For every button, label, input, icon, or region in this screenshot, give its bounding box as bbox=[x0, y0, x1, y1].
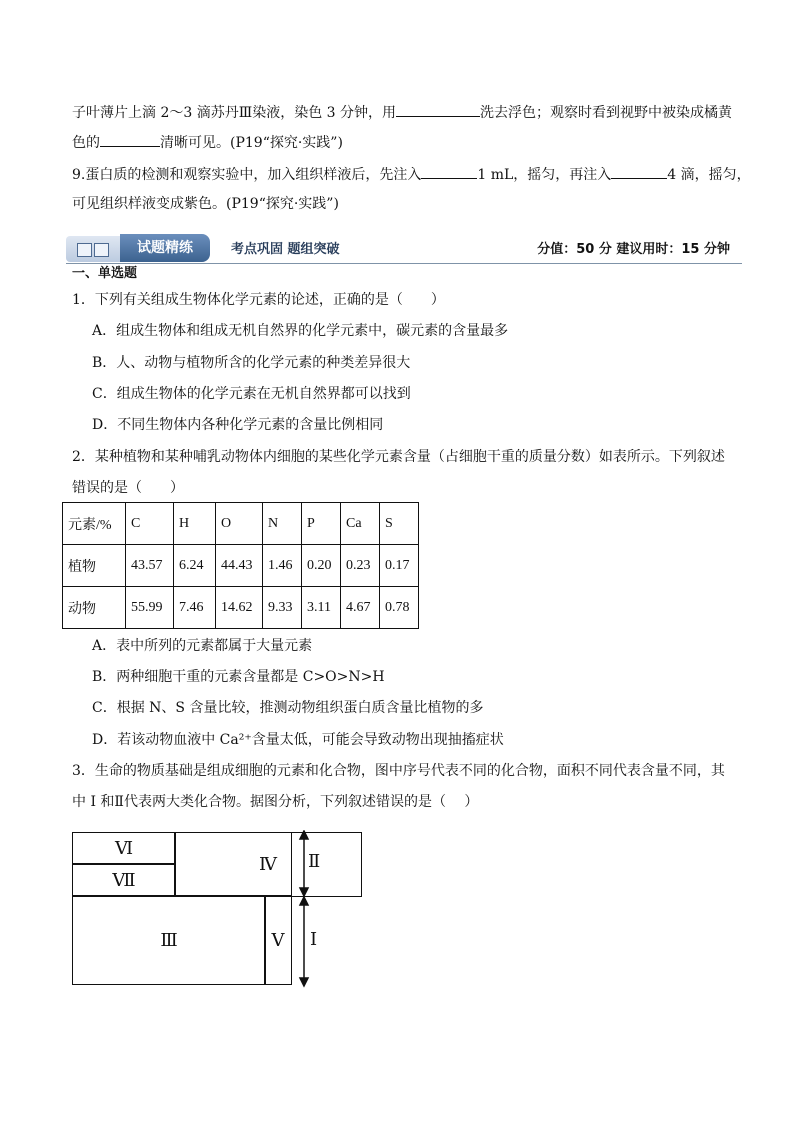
table-cell: 0.17 bbox=[380, 545, 419, 587]
q9-text: 可见组织样液变成紫色。(P19“探究·实践”) bbox=[72, 196, 339, 212]
q9-line-2 bbox=[72, 194, 339, 214]
q1-stem: 1．下列有关组成生物体化学元素的论述，正确的是（ ） bbox=[72, 292, 445, 308]
diagram-frame bbox=[72, 832, 292, 985]
section-subtitle: 考点巩固 题组突破 bbox=[231, 242, 340, 257]
label-i: I bbox=[310, 929, 318, 950]
answer-blank[interactable] bbox=[396, 102, 480, 117]
table-cell: N bbox=[263, 503, 302, 545]
table-cell: 3.11 bbox=[302, 587, 341, 629]
box-vi: Ⅵ bbox=[72, 832, 176, 865]
intro-text: 色的 bbox=[72, 135, 100, 151]
table-cell: 动物 bbox=[63, 587, 126, 629]
q2-option-c[interactable]: C．根据 N、S 含量比较，推测动物组织蛋白质含量比植物的多 bbox=[92, 700, 484, 716]
q2-option-a[interactable]: A．表中所列的元素都属于大量元素 bbox=[92, 638, 313, 654]
table-cell: 0.23 bbox=[341, 545, 380, 587]
q9-line-1 bbox=[72, 164, 751, 185]
table-cell: 4.67 bbox=[341, 587, 380, 629]
intro-text: 清晰可见。(P19“探究·实践”) bbox=[160, 135, 343, 151]
answer-blank[interactable] bbox=[611, 164, 667, 179]
table-cell: 9.33 bbox=[263, 587, 302, 629]
table-cell: H bbox=[174, 503, 216, 545]
section-band bbox=[66, 234, 742, 266]
q1-option-c[interactable]: C．组成生物体的化学元素在无机自然界都可以找到 bbox=[92, 386, 411, 402]
answer-blank[interactable] bbox=[421, 164, 477, 179]
q9-text: 4 滴，摇匀， bbox=[667, 167, 751, 183]
score-info: 分值：50 分 建议用时：15 分钟 bbox=[537, 242, 730, 257]
table-cell: C bbox=[126, 503, 174, 545]
table-cell: 6.24 bbox=[174, 545, 216, 587]
table-cell: 44.43 bbox=[216, 545, 263, 587]
label-ii: Ⅱ bbox=[308, 851, 321, 872]
box-iv: Ⅳ bbox=[174, 832, 362, 897]
table-cell: 1.46 bbox=[263, 545, 302, 587]
arrow-ii-down bbox=[300, 888, 308, 896]
intro-text: 洗去浮色；观察时看到视野中被染成橘黄 bbox=[480, 105, 733, 121]
intro-text: 子叶薄片上滴 2～3 滴苏丹Ⅲ染液，染色 3 分钟，用 bbox=[72, 105, 397, 121]
q9-text: 9.蛋白质的检测和观察实验中，加入组织样液后，先注入 bbox=[72, 167, 422, 183]
arrow-i-up bbox=[300, 897, 308, 905]
q1-option-a[interactable]: A．组成生物体和组成无机自然界的化学元素中，碳元素的含量最多 bbox=[92, 323, 509, 339]
table-cell: 14.62 bbox=[216, 587, 263, 629]
q2-option-b[interactable]: B．两种细胞干重的元素含量都是 C>O>N>H bbox=[92, 669, 385, 685]
table-cell: 0.20 bbox=[302, 545, 341, 587]
section-tag: 试题精练 bbox=[120, 234, 210, 262]
q2-option-d[interactable]: D．若该动物血液中 Ca²⁺含量太低，可能会导致动物出现抽搐症状 bbox=[92, 732, 504, 748]
table-cell: O bbox=[216, 503, 263, 545]
table-cell: 植物 bbox=[63, 545, 126, 587]
q1-option-b[interactable]: B．人、动物与植物所含的化学元素的种类差异很大 bbox=[92, 355, 411, 371]
q1-option-d[interactable]: D．不同生物体内各种化学元素的含量比例相同 bbox=[92, 417, 384, 433]
element-table bbox=[62, 502, 419, 629]
q3-stem-line-1: 3．生命的物质基础是组成细胞的元素和化合物，图中序号代表不同的化合物，面积不同代表含量不同，其 bbox=[72, 763, 725, 779]
table-row bbox=[63, 545, 419, 587]
section-title: 一、单选题 bbox=[72, 266, 138, 281]
book-icon-page bbox=[94, 243, 109, 257]
box-v: Ⅴ bbox=[264, 895, 292, 985]
q2-stem-line-1: 2．某种植物和某种哺乳动物体内细胞的某些化学元素含量（占细胞干重的质量分数）如表所示。下列叙述 bbox=[72, 449, 725, 465]
table-header-row bbox=[63, 503, 419, 545]
band-underline bbox=[66, 263, 742, 264]
book-icon-page bbox=[77, 243, 92, 257]
table-cell: S bbox=[380, 503, 419, 545]
table-cell: 0.78 bbox=[380, 587, 419, 629]
intro-line-2 bbox=[72, 132, 343, 153]
q2-stem-line-2: 错误的是（ ） bbox=[72, 480, 184, 496]
table-cell: P bbox=[302, 503, 341, 545]
table-cell: 元素/% bbox=[63, 503, 126, 545]
table-cell: 7.46 bbox=[174, 587, 216, 629]
intro-line-1 bbox=[72, 102, 732, 123]
table-cell: 43.57 bbox=[126, 545, 174, 587]
arrow-i-down bbox=[300, 978, 308, 986]
answer-blank[interactable] bbox=[100, 132, 160, 147]
table-row bbox=[63, 587, 419, 629]
box-iii: Ⅲ bbox=[72, 895, 266, 985]
book-icon bbox=[66, 236, 122, 262]
table-cell: Ca bbox=[341, 503, 380, 545]
table-cell: 55.99 bbox=[126, 587, 174, 629]
box-vii: Ⅶ bbox=[72, 863, 176, 897]
q3-stem-line-2: 中 I 和Ⅱ代表两大类化合物。据图分析，下列叙述错误的是（ ） bbox=[72, 794, 479, 810]
q9-text: 1 mL，摇匀，再注入 bbox=[477, 167, 612, 183]
arrow-ii-up bbox=[300, 831, 308, 839]
